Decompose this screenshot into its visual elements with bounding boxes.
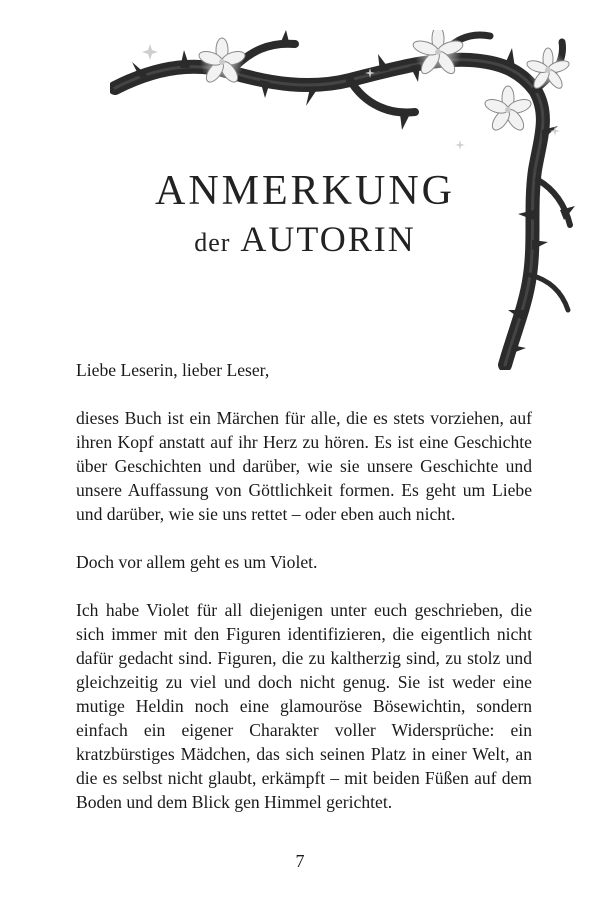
salutation: Liebe Leserin, lieber Leser, xyxy=(76,360,270,380)
chapter-title xyxy=(140,168,470,260)
title-line-1: ANMERKUNG xyxy=(155,168,455,214)
title-word: AUTORIN xyxy=(240,219,416,260)
paragraph: Ich habe Violet für all diejenigen unter euch geschrieben, die sich immer mit den Figuren identifizieren, die eigentlich nicht dafür gedacht sind. Figuren, die zu kaltherzig sind, zu stolz und gleichzeitig zu viel und doch nicht genug. Sie ist weder eine mutige Heldin noch eine glamouröse Bösewichtin, sondern einfach ein eigener Charakter voller Widersprüche: ein kratzbürstiges Mädchen, das sich seinen Platz in einer Welt, an die es selbst nicht glaubt, erkämpft – mit beiden Füßen auf dem Boden und dem Blick gen Himmel gerichtet. xyxy=(76,600,532,812)
paragraph: dieses Buch ist ein Märchen für alle, die es stets vorziehen, auf ihren Kopf anstatt auf ihr Herz zu hören. Es ist eine Geschichte über Geschichten und darüber, wie sie unsere Geschichte und unsere Auffassung von Göttlichkeit formen. Es geht um Liebe und darüber, wie sie uns rettet – oder eben auch nicht. xyxy=(76,408,532,524)
page-number: 7 xyxy=(295,851,305,871)
body-text xyxy=(76,358,532,838)
title-line-2 xyxy=(140,220,470,260)
paragraph: Doch vor allem geht es um Violet. xyxy=(76,552,318,572)
title-article: der xyxy=(194,228,231,258)
